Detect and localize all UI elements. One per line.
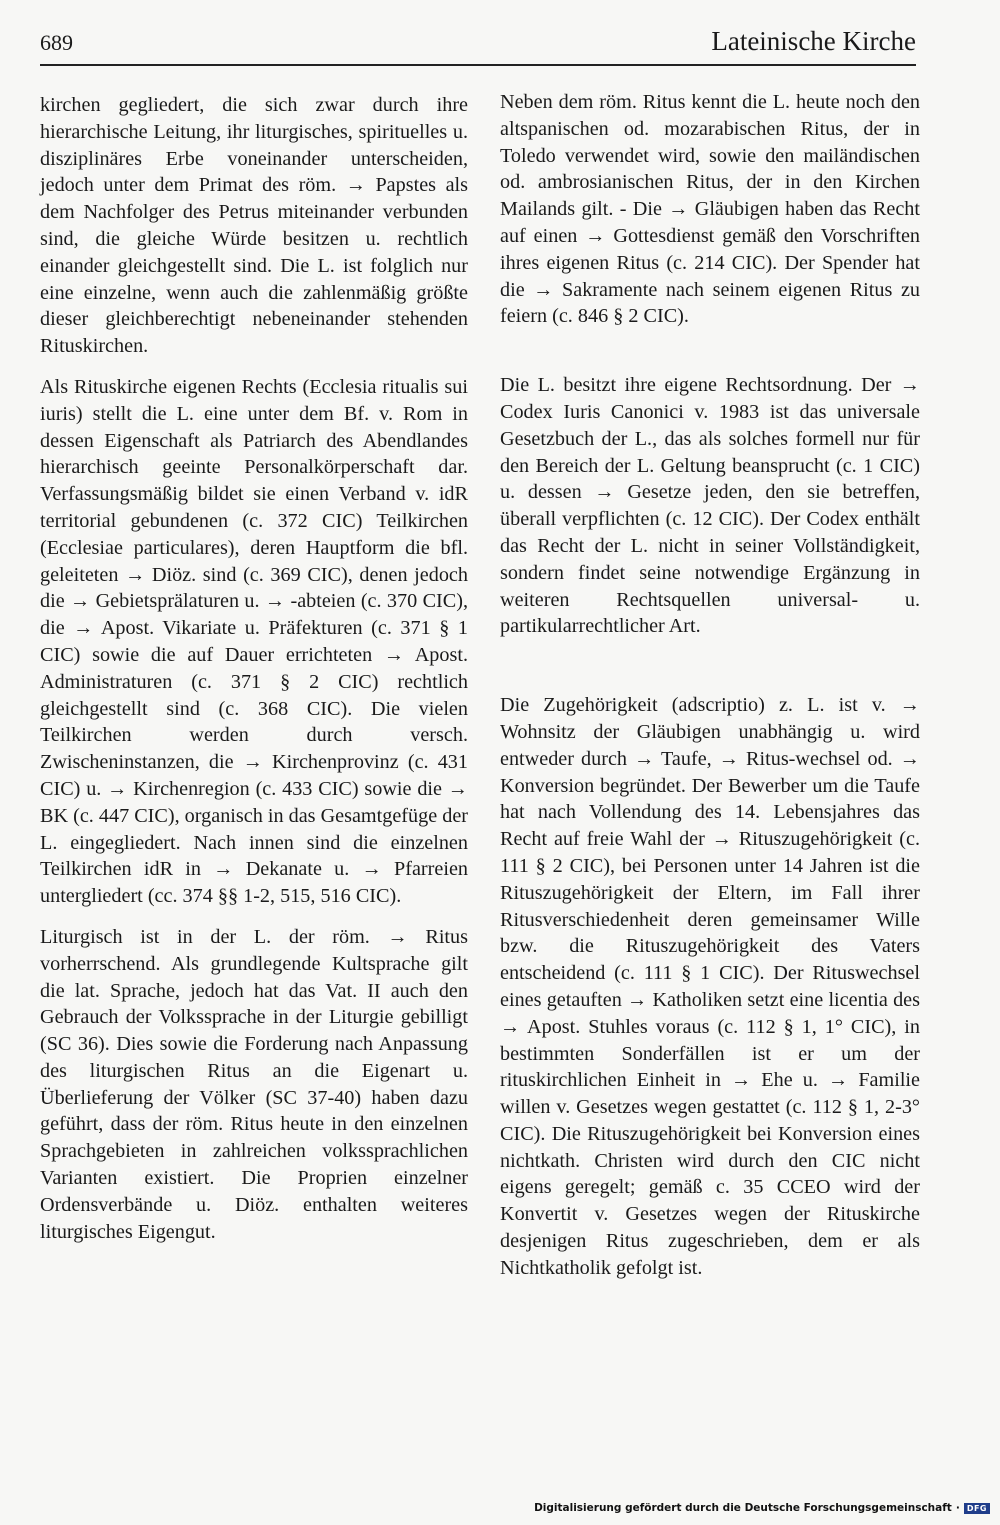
paragraph: Als Rituskirche eigenen Rechts (Ecclesia ritualis sui iuris) stellt die L. eine unter dem Bf. v. Rom in dessen Eigenschaft als Patriarch des Abendlandes hierarchisch geeinte Personalkörperschaft dar. Verfassungsmäßig bildet sie einen Verband v. idR territorial gebundenen (c. 372 CIC) Teilkirchen (Ecclesiae particulares), deren Hauptform die bfl. geleiteten → Diöz. sind (c. 369 CIC), denen jedoch die → Gebietsprälaturen u. → -abteien (c. 370 CIC), die → Apost. Vikariate u. Präfekturen (c. 371 § 1 CIC) sowie die auf Dauer errichteten → Apost. Administraturen (c. 371 § 2 CIC) rechtlich gleichgestellt sind (c. 368 CIC). Die vielen Teilkirchen werden durch versch. Zwischeninstanzen, die → Kirchenprovinz (c. 431 CIC) u. → Kirchenregion (c. 433 CIC) sowie die → BK (c. 447 CIC), organisch in das Gesamtgefüge der L. eingegliedert. Nach innen sind die einzelnen Teilkirchen idR in → Dekanate u. → Pfarreien untergliedert (cc. 374 §§ 1-2, 515, 516 CIC). <box>40 375 468 908</box>
page-header <box>40 22 916 62</box>
running-title: Lateinische Kirche <box>711 26 916 56</box>
paragraph: kirchen gegliedert, die sich zwar durch ihre hierarchische Leitung, ihr liturgisches, spirituelles u. disziplinäres Erbe voneinander unterscheiden, jedoch unter dem Primat des röm. → Papstes als dem Nachfolger des Petrus miteinander verbunden sind, die gleiche Würde besitzen u. rechtlich einander gleichgestellt sind. Die L. ist folglich nur eine einzelne, wenn auch die zahlenmäßig größte dieser gleichberechtigt nebeneinander stehenden Rituskirchen. <box>40 94 468 358</box>
dfg-logo: DFG <box>964 1503 990 1514</box>
paragraph: Die Zugehörigkeit (adscriptio) z. L. ist v. → Wohnsitz der Gläubigen unabhängig u. wird entweder durch → Taufe, → Ritus-wechsel od. → Konversion begründet. Der Bewerber um die Taufe hat nach Vollendung des 14. Lebensjahres das Recht auf freie Wahl der → Rituszugehörigkeit (c. 111 § 2 CIC), bei Personen unter 14 Jahren ist die Rituszugehörigkeit der Eltern, im Fall ihrer Ritusverschiedenheit deren gemeinsamer Wille bzw. die Rituszugehörigkeit des Vaters entscheidend (c. 111 § 1 CIC). Der Rituswechsel eines getauften → Katholiken setzt eine licentia des → Apost. Stuhles voraus (c. 112 § 1, 1° CIC), in bestimmten Sonderfällen ist er um der rituskirchlichen Einheit in → Ehe u. → Familie willen v. Gesetzes wegen gestattet (c. 112 § 1, 2-3° CIC). Die Rituszugehörigkeit bei Konversion eines nichtkath. Christen wird durch den CIC nicht eigens geregelt; gemäß c. 35 CCEO wird der Konvertit v. Gesetzes wegen der Rituskirche desjenigen Ritus zugeschrieben, dem er als Nichtkatholik gefolgt ist. <box>500 694 920 1279</box>
left-column <box>40 92 468 1245</box>
paragraph: Die L. besitzt ihre eigene Rechtsordnung. Der → Codex Iuris Canonici v. 1983 ist das universale Gesetzbuch der L., das als solches formell nur für den Bereich der L. Geltung beansprucht (c. 1 CIC) u. dessen → Gesetze jeden, den sie betreffen, überall verpflichten (c. 12 CIC). Der Codex enthält das Recht der L. nicht in seiner Vollständigkeit, sondern findet seine notwendige Ergänzung in weiteren Rechtsquellen universal- u. partikularrechtlicher Art. <box>500 374 920 638</box>
header-rule <box>40 64 916 66</box>
paragraph: Liturgisch ist in der L. der röm. → Ritus vorherrschend. Als grundlegende Kultsprache gilt die lat. Sprache, jedoch hat das Vat. II auch den Gebrauch der Volkssprache in der Liturgie gebilligt (SC 36). Dies sowie die Forderung nach Anpassung des liturgischen Ritus an die Eigenart u. Überlieferung der Völker (SC 37-40) haben dazu geführt, dass der röm. Ritus heute in den einzelnen Sprachgebieten in zahlreichen volkssprachlichen Varianten existiert. Die Proprien einzelner Ordensverbände u. Diöz. enthalten weiteres liturgisches Eigengut. <box>40 925 468 1243</box>
paragraph: Neben dem röm. Ritus kennt die L. heute noch den altspanischen od. mozarabischen Ritus, der in Toledo verwendet wird, sowie den mailändischen od. ambrosianischen Ritus, der in den Kirchen Mailands gilt. - Die → Gläubigen haben das Recht auf einen → Gottesdienst gemäß den Vorschriften ihres eigenen Ritus (c. 214 CIC). Der Spender hat die → Sakramente nach seinem eigenen Ritus zu feiern (c. 846 § 2 CIC). <box>500 91 920 328</box>
digitization-credit: Digitalisierung gefördert durch die Deutsche Forschungsgemeinschaft · DFG <box>534 1499 990 1517</box>
right-column <box>500 89 920 1282</box>
credit-text: Digitalisierung gefördert durch die Deutsche Forschungsgemeinschaft <box>534 1502 952 1514</box>
page-number: 689 <box>40 30 73 55</box>
